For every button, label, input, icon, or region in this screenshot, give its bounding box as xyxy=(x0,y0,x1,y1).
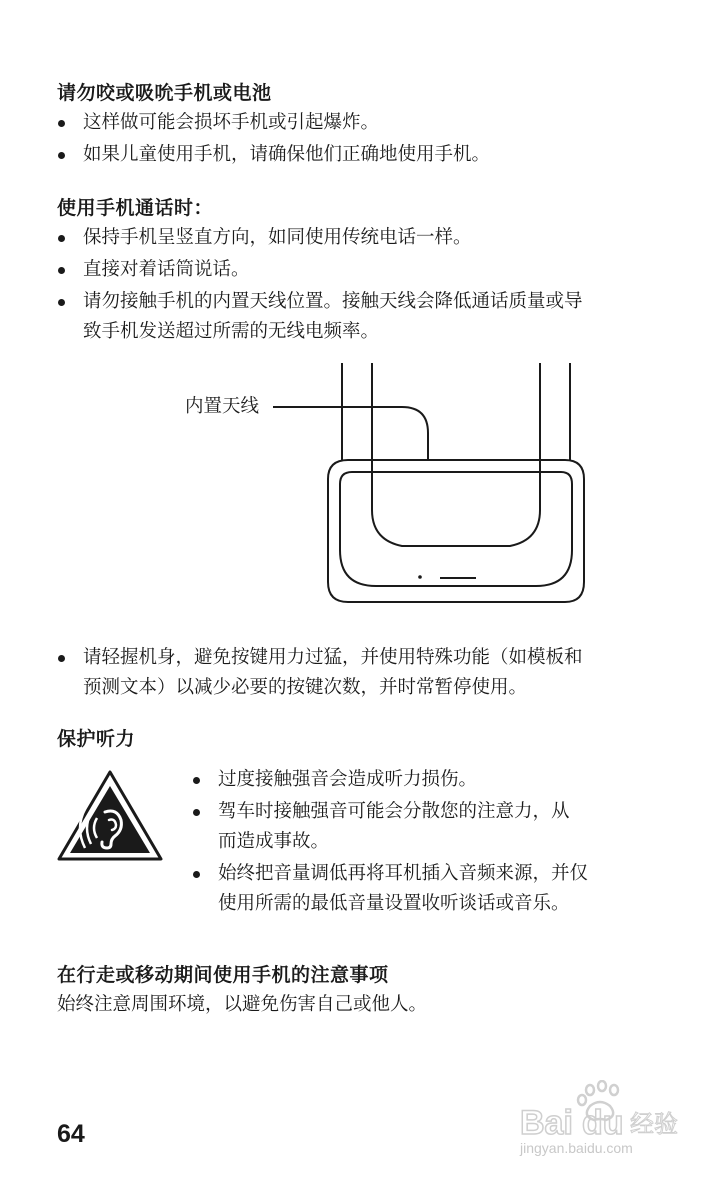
page-number: 64 xyxy=(57,1120,85,1148)
list-item-text: 驾车时接触强音可能会分散您的注意力，从 xyxy=(218,801,570,822)
svg-text:du: du xyxy=(582,1104,624,1140)
bullet-dot xyxy=(193,809,200,816)
hearing-warning-icon xyxy=(55,768,165,864)
list-item-text: 直接对着话筒说话。 xyxy=(83,259,250,280)
section-heading-hearing: 保护听力 xyxy=(57,728,136,750)
bullet-dot xyxy=(58,235,65,242)
figure-label-antenna: 内置天线 xyxy=(185,396,260,417)
list-item-text: 过度接触强音会造成听力损伤。 xyxy=(218,769,478,790)
list-item-text: 这样做可能会损坏手机或引起爆炸。 xyxy=(83,112,380,133)
list-item-continuation: 使用所需的最低音量设置收听谈话或音乐。 xyxy=(218,893,570,914)
mic-dot xyxy=(418,575,422,579)
list-item-text: 保持手机呈竖直方向，如同使用传统电话一样。 xyxy=(83,227,472,248)
bullet-dot xyxy=(58,299,65,306)
baidu-watermark-logo xyxy=(518,1080,688,1140)
section-heading-chewing: 请勿咬或吸吮手机或电池 xyxy=(57,82,272,104)
bullet-dot xyxy=(58,152,65,159)
bullet-dot xyxy=(58,655,65,662)
phone-antenna-illustration xyxy=(170,360,590,610)
svg-text:经验: 经验 xyxy=(630,1110,678,1138)
list-item-text: 请勿接触手机的内置天线位置。接触天线会降低通话质量或导 xyxy=(83,291,583,312)
list-item-continuation: 致手机发送超过所需的无线电频率。 xyxy=(83,321,380,342)
bullet-dot xyxy=(58,267,65,274)
bullet-dot xyxy=(58,120,65,127)
section-text-walking: 始终注意周围环境，以避免伤害自己或他人。 xyxy=(57,994,428,1015)
list-item-continuation: 而造成事故。 xyxy=(218,831,330,852)
list-item-text: 请轻握机身，避免按键用力过猛，并使用特殊功能（如模板和 xyxy=(83,647,583,668)
section-heading-walking: 在行走或移动期间使用手机的注意事项 xyxy=(57,964,389,986)
bullet-dot xyxy=(193,871,200,878)
list-item-text: 如果儿童使用手机，请确保他们正确地使用手机。 xyxy=(83,144,491,165)
list-item-text: 始终把音量调低再将耳机插入音频来源，并仅 xyxy=(218,863,589,884)
bullet-dot xyxy=(193,777,200,784)
list-item-continuation: 预测文本）以减少必要的按键次数，并时常暂停使用。 xyxy=(83,677,528,698)
watermark-url: jingyan.baidu.com xyxy=(520,1140,633,1156)
section-heading-calling: 使用手机通话时： xyxy=(57,197,214,219)
watermark-logo-text: Bai xyxy=(520,1104,573,1140)
